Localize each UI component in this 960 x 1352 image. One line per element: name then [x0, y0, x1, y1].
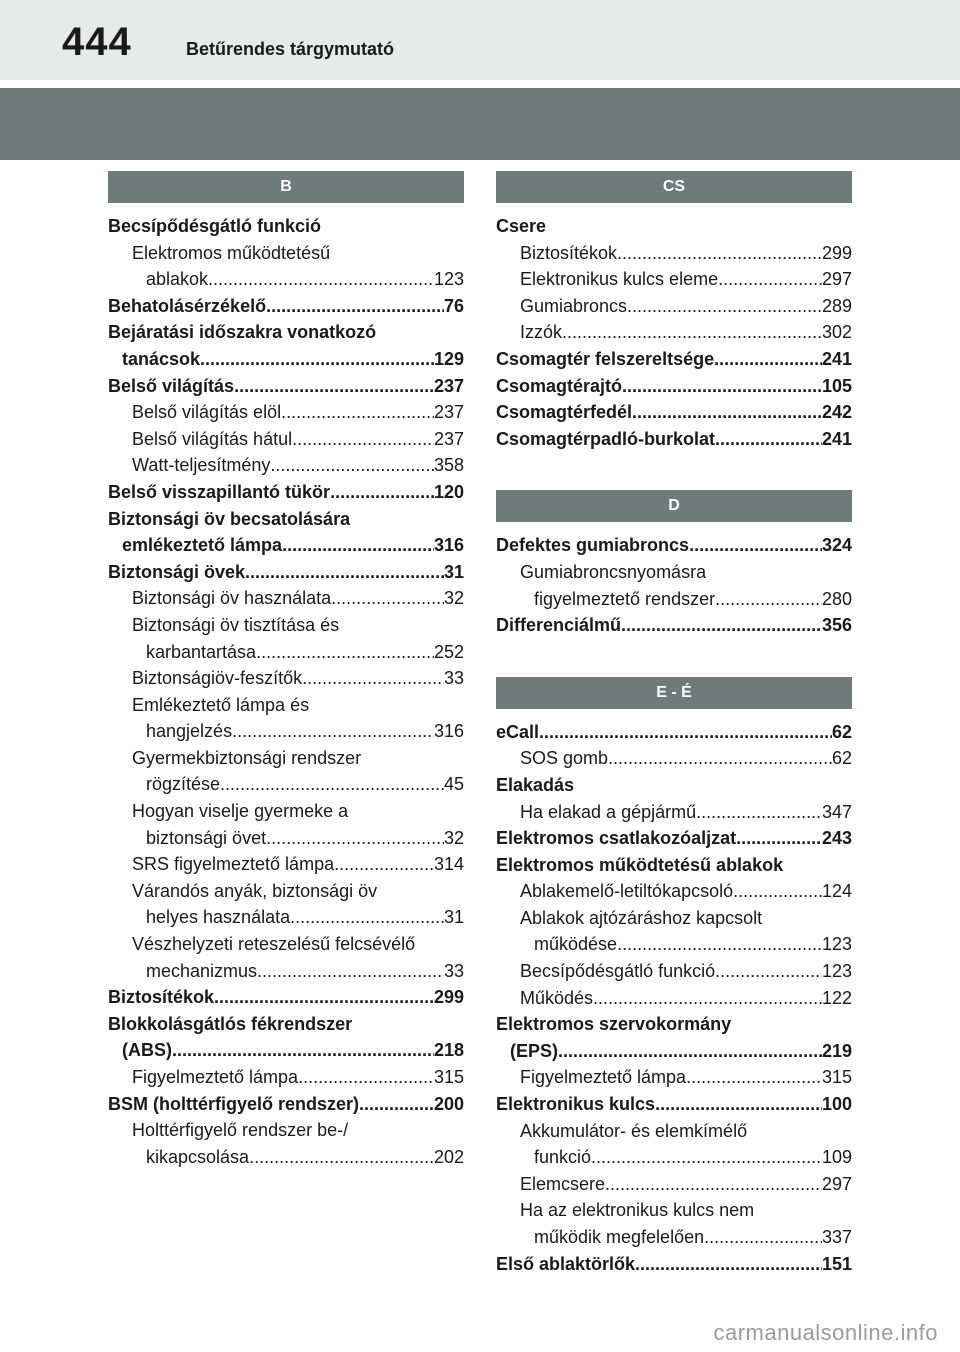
header-bar: [0, 0, 960, 80]
index-entry: hangjelzés ..... 316: [108, 718, 464, 745]
page-ref: 280: [821, 588, 852, 609]
index-entry: Elektronikus kulcs ..... 100: [496, 1091, 852, 1118]
page-ref: 219: [821, 1040, 852, 1061]
page-ref: 62: [831, 721, 852, 742]
page-ref: 129: [433, 348, 464, 369]
index-column-right: [496, 171, 852, 1277]
index-entry: Emlékeztető lámpa és: [132, 694, 310, 715]
index-entry: Elektromos működtetésű ablakok: [496, 854, 784, 875]
index-entry: Gumiabroncsnyomásra: [520, 561, 707, 582]
index-entry: Elakadás: [496, 774, 575, 795]
index-entry: Ha elakad a gépjármű ..... 347: [496, 799, 852, 826]
index-entry: Ha az elektronikus kulcs nem: [520, 1200, 755, 1221]
index-entry: emlékeztető lámpa ..... 316: [108, 532, 464, 559]
section-header-b: B: [108, 171, 464, 203]
section-header-e: E - É: [496, 677, 852, 709]
index-entry: funkció ..... 109: [496, 1144, 852, 1171]
section-header-cs: CS: [496, 171, 852, 203]
index-entry: Ablakemelő-letiltókapcsoló ..... 124: [496, 878, 852, 905]
index-entry: Gumiabroncs ..... 289: [496, 293, 852, 320]
index-entry: Biztonsági övek ..... 31: [108, 559, 464, 586]
index-entry: (ABS) ..... 218: [108, 1037, 464, 1064]
index-entry: Csere: [496, 216, 547, 236]
index-entry: Defektes gumiabroncs ..... 324: [496, 532, 852, 559]
index-entry: helyes használata ..... 31: [108, 904, 464, 931]
index-entry: SOS gomb ..... 62: [496, 745, 852, 772]
page-ref: 297: [821, 269, 852, 290]
index-entry: BSM (holttérfigyelő rendszer) ..... 200: [108, 1091, 464, 1118]
index-entry: Első ablaktörlők ..... 151: [496, 1251, 852, 1278]
index-entry: Differenciálmű ..... 356: [496, 612, 852, 639]
index-entry: Becsípődésgátló funkció: [108, 216, 322, 236]
page-ref: 299: [821, 242, 852, 263]
page-ref: 62: [831, 748, 852, 769]
index-entry: Izzók ..... 302: [496, 319, 852, 346]
index-entry: biztonsági övet ..... 32: [108, 825, 464, 852]
page-ref: 252: [433, 641, 464, 662]
page-number: 444: [62, 20, 132, 64]
index-entry: Akkumulátor- és elemkímélő: [520, 1120, 748, 1141]
page-ref: 315: [433, 1067, 464, 1087]
index-entry: Biztonsági öv használata ..... 32: [108, 585, 464, 612]
page-ref: 237: [433, 428, 464, 449]
page-ref: 123: [821, 934, 852, 955]
index-entry: Csomagtérfedél ..... 242: [496, 399, 852, 426]
page-ref: 32: [443, 588, 464, 609]
page-ref: 242: [821, 402, 852, 423]
page-ref: 241: [821, 428, 852, 449]
header-band: [0, 88, 960, 160]
index-entry: Elektromos szervokormány: [496, 1014, 732, 1035]
page-ref: 316: [433, 535, 464, 556]
index-entry: tanácsok ..... 129: [108, 346, 464, 373]
index-entry: működése ..... 123: [496, 931, 852, 958]
page-ref: 337: [821, 1227, 852, 1247]
index-entry: kikapcsolása ..... 202: [108, 1144, 464, 1171]
watermark: carmanualsonline.info: [713, 1320, 938, 1345]
page-ref: 33: [443, 960, 464, 981]
section-d-entries: [496, 532, 852, 638]
index-entry: Behatolásérzékelő ..... 76: [108, 293, 464, 320]
index-entry: Belső világítás hátul ..... 237: [108, 426, 464, 453]
index-entry: Becsípődésgátló funkció ..... 123: [496, 958, 852, 985]
index-entry: Belső világítás elöl ..... 237: [108, 399, 464, 426]
index-entry: Ablakok ajtózáráshoz kapcsolt: [520, 907, 763, 928]
index-entry: Biztosítékok ..... 299: [108, 984, 464, 1011]
page-ref: 122: [821, 987, 852, 1008]
index-entry: Blokkolásgátlós fékrendszer: [108, 1013, 353, 1034]
page-ref: 100: [821, 1094, 852, 1115]
page-ref: 297: [821, 1173, 852, 1194]
page-ref: 124: [821, 881, 852, 902]
index-entry: Csomagtérajtó ..... 105: [496, 373, 852, 400]
page-ref: 241: [821, 348, 852, 369]
index-entry: mechanizmus ..... 33: [108, 958, 464, 985]
index-entry: Elektromos csatlakozóaljzat ..... 243: [496, 825, 852, 852]
page-ref: 123: [433, 269, 464, 290]
page-ref: 105: [821, 375, 852, 396]
page-ref: 237: [433, 402, 464, 423]
page-ref: 76: [443, 295, 464, 316]
index-entry: Belső világítás ..... 237: [108, 373, 464, 400]
index-entry: rögzítése ..... 45: [108, 771, 464, 798]
index-entry: Holttérfigyelő rendszer be-/: [132, 1120, 349, 1141]
index-entry: eCall ..... 62: [496, 719, 852, 746]
page-ref: 299: [433, 987, 464, 1008]
index-entry: Biztosítékok ..... 299: [496, 240, 852, 267]
page-ref: 243: [821, 828, 852, 849]
index-entry: Csomagtérpadló-burkolat ..... 241: [496, 426, 852, 453]
index-entry: karbantartása ..... 252: [108, 639, 464, 666]
page-title: Betűrendes tárgymutató: [186, 39, 395, 59]
index-entry: Vészhelyzeti reteszelésű felcsévélő: [132, 934, 416, 955]
page-ref: 289: [821, 295, 852, 316]
section-b-entries: [108, 213, 464, 1170]
section-e-entries: [496, 719, 852, 1277]
index-entry: Watt-teljesítmény ..... 358: [108, 452, 464, 479]
page-ref: 218: [433, 1040, 464, 1061]
index-entry: Biztonsági öv tisztítása és: [132, 614, 340, 635]
index-entry: Várandós anyák, biztonsági öv: [132, 880, 378, 901]
page-ref: 237: [433, 375, 464, 396]
page-ref: 202: [433, 1146, 464, 1167]
index-entry: ablakok ..... 123: [108, 266, 464, 293]
index-entry: SRS figyelmeztető lámpa ..... 314: [108, 851, 464, 878]
index-entry: Hogyan viselje gyermeke a: [132, 801, 349, 822]
page-ref: 324: [821, 535, 852, 556]
page-ref: 314: [433, 854, 464, 875]
page-ref: 302: [821, 322, 852, 343]
page-ref: 31: [443, 907, 464, 928]
page-ref: 315: [821, 1067, 852, 1088]
index-entry: Biztonságiöv-feszítők ..... 33: [108, 665, 464, 692]
index-entry: Figyelmeztető lámpa ..... 315: [496, 1064, 852, 1091]
page-ref: 123: [821, 961, 852, 982]
page-ref: 151: [821, 1253, 852, 1274]
index-entry: Biztonsági öv becsatolására: [108, 508, 351, 529]
index-entry: Elektromos működtetésű: [132, 242, 331, 263]
index-column-left: [108, 171, 464, 1170]
page-ref: 200: [433, 1093, 464, 1114]
page-ref: 31: [443, 561, 464, 582]
page-ref: 109: [821, 1147, 852, 1168]
page-ref: 358: [433, 455, 464, 476]
page-ref: 32: [443, 827, 464, 848]
page-ref: 356: [821, 615, 852, 636]
page-ref: 316: [433, 721, 464, 742]
index-entry: Csomagtér felszereltsége ..... 241: [496, 346, 852, 373]
page-ref: 33: [443, 668, 464, 689]
index-entry: Elektronikus kulcs eleme ..... 297: [496, 266, 852, 293]
index-entry: Belső visszapillantó tükör ..... 120: [108, 479, 464, 506]
section-header-d: D: [496, 490, 852, 522]
index-entry: Bejáratási időszakra vonatkozó: [108, 322, 377, 343]
index-entry: figyelmeztető rendszer ..... 280: [496, 586, 852, 613]
section-cs-entries: [496, 213, 852, 452]
index-entry: működik megfelelően ..... 337: [496, 1224, 852, 1251]
page-ref: 120: [433, 481, 464, 502]
index-entry: (EPS) ..... 219: [496, 1038, 852, 1065]
page-ref: 347: [821, 801, 852, 822]
index-entry: Elemcsere ..... 297: [496, 1171, 852, 1198]
index-entry: Működés ..... 122: [496, 985, 852, 1012]
index-entry: Figyelmeztető lámpa ..... 315: [108, 1064, 464, 1091]
page-ref: 45: [443, 774, 464, 795]
index-entry: Gyermekbiztonsági rendszer: [132, 747, 362, 768]
